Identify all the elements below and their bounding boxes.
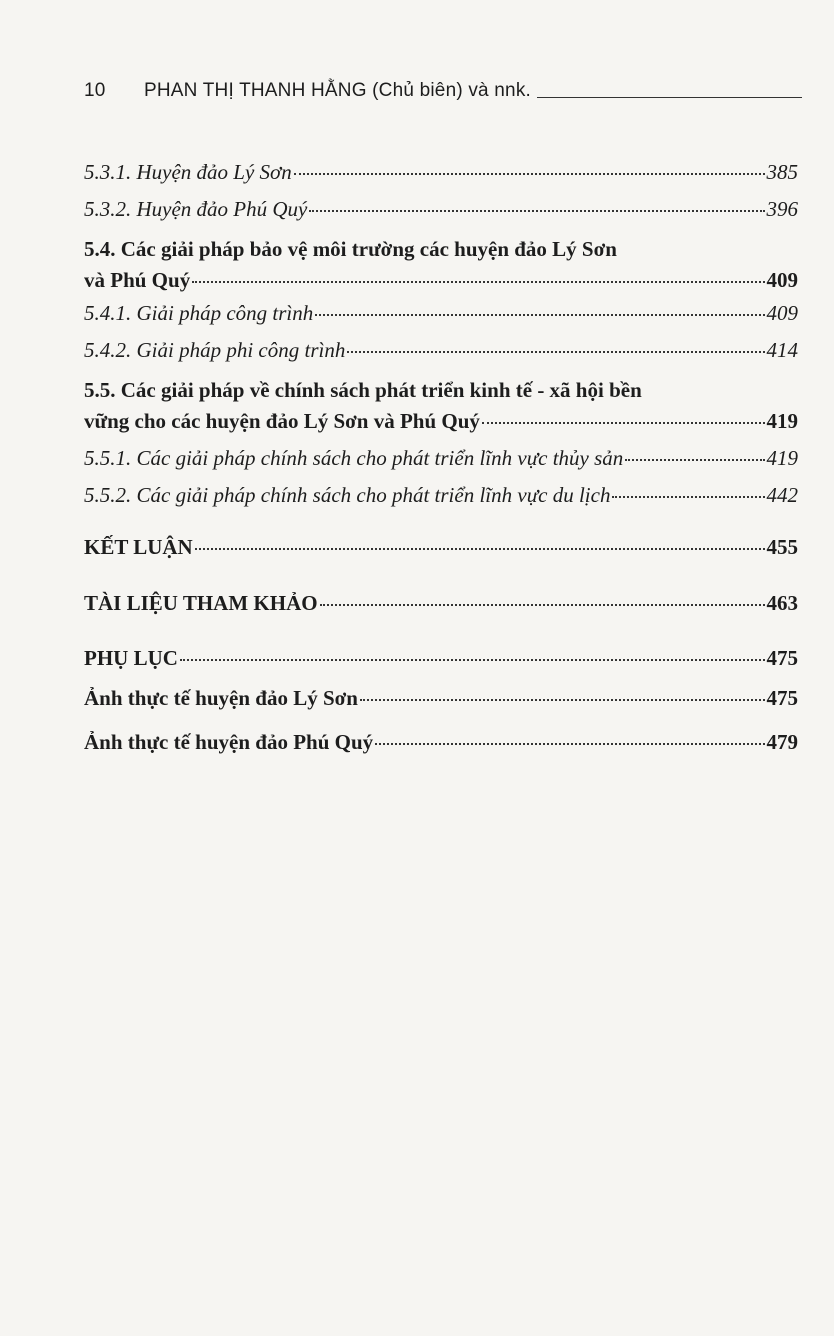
toc-entry-page: 475 [766,646,798,670]
dot-leader [375,743,764,745]
toc-entry-5-5-2[interactable] [84,483,798,508]
dot-leader [625,459,764,461]
dot-leader [612,496,764,498]
toc-entry-anh-phu-quy[interactable] [84,730,798,755]
toc-entry-label: 5.3.1. Huyện đảo Lý Sơn [84,160,292,184]
toc-entry-label: TÀI LIỆU THAM KHẢO [84,591,318,615]
toc-entry-5-3-2[interactable] [84,197,798,222]
toc-entry-page: 455 [766,535,798,559]
dot-leader [347,351,764,353]
toc-entry-page: 463 [766,591,798,615]
toc-entry-page: 442 [766,483,798,507]
toc-entry-5-4-1[interactable] [84,301,798,326]
toc-entry-page: 385 [766,160,798,184]
dot-leader [294,173,765,175]
toc-entry-label-line1: 5.5. Các giải pháp về chính sách phát triển kinh tế - xã hội bền [84,378,642,402]
toc-entry-label: KẾT LUẬN [84,535,193,559]
toc-entry-page: 396 [766,197,798,221]
dot-leader [180,659,765,661]
toc-entry-anh-ly-son[interactable] [84,686,798,711]
toc-entry-5-5-1[interactable] [84,446,798,471]
page-number: 10 [84,80,106,101]
toc-entry-label: Ảnh thực tế huyện đảo Lý Sơn [84,686,358,710]
dot-leader [320,604,765,606]
toc-entry-page: 475 [766,686,798,710]
toc-entry-phu-luc[interactable] [84,646,798,671]
toc-entry-page: 419 [766,446,798,470]
dot-leader [315,314,764,316]
header-author: PHAN THỊ THANH HẰNG (Chủ biên) và nnk. [144,80,532,101]
toc-entry-label: 5.5.2. Các giải pháp chính sách cho phát triển lĩnh vực du lịch [84,483,611,507]
toc-entry-label-line2: vững cho các huyện đảo Lý Sơn và Phú Quý [84,409,480,433]
toc-entry-page: 479 [766,730,798,754]
toc-entry-page: 409 [766,268,798,292]
running-header [84,72,802,102]
toc-entry-label: 5.4.1. Giải pháp công trình [84,301,314,325]
toc-entry-label-line2: và Phú Quý [84,268,191,292]
dot-leader [195,548,765,550]
toc-entry-page: 414 [766,338,798,362]
toc-entry-5-3-1[interactable] [84,160,798,185]
toc-entry-label: Ảnh thực tế huyện đảo Phú Quý [84,730,374,754]
toc-entry-label: 5.3.2. Huyện đảo Phú Quý [84,197,308,221]
toc-entry-ket-luan[interactable] [84,535,798,560]
toc-entry-5-4[interactable] [84,237,798,293]
toc-entry-label: 5.5.1. Các giải pháp chính sách cho phát triển lĩnh vực thủy sản [84,446,624,470]
dot-leader [360,699,765,701]
toc-entry-tai-lieu-tham-khao[interactable] [84,591,798,616]
dot-leader [309,210,764,212]
toc-entry-5-5[interactable] [84,378,798,434]
toc-entry-page: 419 [766,409,798,433]
toc-entry-page: 409 [766,301,798,325]
toc-entry-label-line1: 5.4. Các giải pháp bảo vệ môi trường các huyện đảo Lý Sơn [84,237,617,261]
dot-leader [192,281,764,283]
dot-leader [482,422,765,424]
toc-entry-label: PHỤ LỤC [84,646,178,670]
header-rule [537,97,802,98]
toc-entry-label: 5.4.2. Giải pháp phi công trình [84,338,346,362]
toc-entry-5-4-2[interactable] [84,338,798,363]
